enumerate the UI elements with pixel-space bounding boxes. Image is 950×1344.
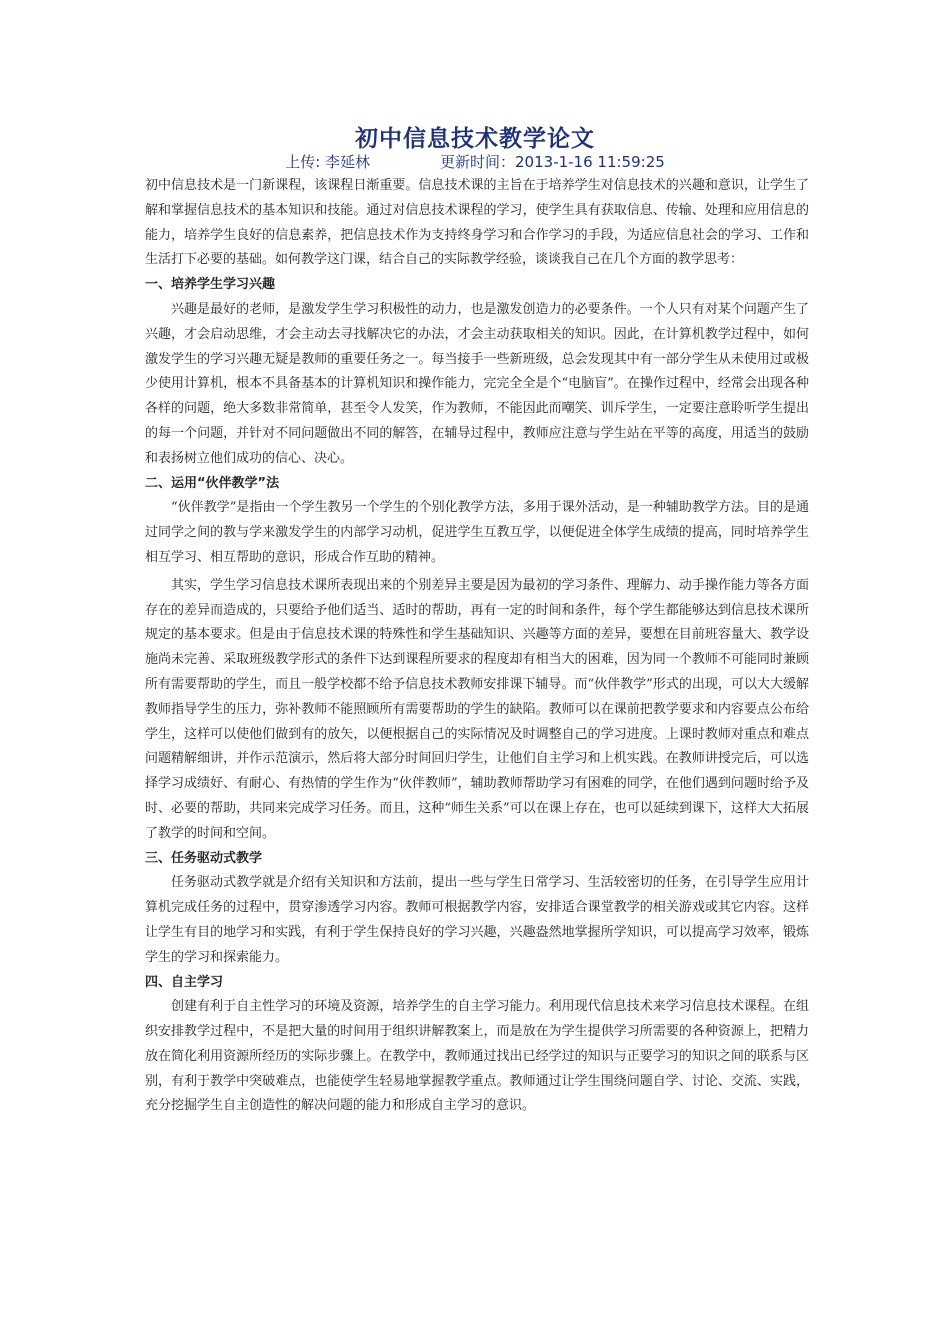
section-heading-1: 一、培养学生学习兴趣	[145, 277, 276, 293]
section-heading-2: 二、运用“伙伴教学”法	[145, 475, 280, 491]
section-2-paragraph-1: “伙伴教学”是指由一个学生教另一个学生的个别化教学方法，多用于课外活动，是一种辅助教学方法。目的是通过同学之间的教与学来激发学生的内部学习动机，促进学生互教互学，以便促进全体学生成绩的提高，同时培养学生相互学习、相互帮助的意识，形成合作互助的精神。	[145, 500, 809, 565]
section-2-paragraph-2: 其实，学生学习信息技术课所表现出来的个别差异主要是因为最初的学习条件、理解力、动手操作能力等各方面存在的差异而造成的，只要给予他们适当、适时的帮助，再有一定的时间和条件，每个学生都能够达到信息技术课所规定的基本要求。但是由于信息技术课的特殊性和学生基础知识、兴趣等方面的差异，要想在目前班容量大、教学设施尚未完善、采取班级教学形式的条件下达到课程所要求的程度却有相当大的困难，因为同一个教师不可能同时兼顾所有需要帮助的学生，而且一般学校都不给予信息技术教师安排课下辅导。而“伙伴教学”形式的出现，可以大大缓解教师指导学生的压力，弥补教师不能照顾所有需要帮助的学生的缺陷。教师可以在课前把教学要求和内容要点公布给学生，这样可以使他们做到有的放矢，以便根据自己的实际情况及时调整自己的学习进度。上课时教师对重点和难点问题精解细讲，并作示范演示，然后将大部分时间回归学生，让他们自主学习和上机实践。在教师讲授完后，可以选择学习成绩好、有耐心、有热情的学生作为“伙伴教师”，辅助教师帮助学习有困难的同学，在他们遇到问题时给予及时、必要的帮助，共同来完成学习任务。而且，这种“师生关系”可以在课上存在，也可以延续到课下，这样大大拓展了教学的时间和空间。	[145, 577, 809, 841]
section-3-paragraph-1: 任务驱动式教学就是介绍有关知识和方法前，提出一些与学生日常学习、生活较密切的任务，在引导学生应用计算机完成任务的过程中，贯穿渗透学习内容。教师可根据教学内容，安排适合课堂教学的相关游戏或其它内容。这样让学生有目的地学习和实践，有利于学生保持良好的学习兴趣，兴趣盎然地掌握所学知识，可以提高学习效率，锻炼学生的学习和探索能力。	[145, 875, 809, 965]
article-body	[145, 174, 809, 1119]
section-4-paragraph-1: 创建有利于自主性学习的环境及资源，培养学生的自主学习能力。利用现代信息技术来学习信息技术课程。在组织安排教学过程中，不是把大量的时间用于组织讲解教案上，而是放在为学生提供学习所需要的各种资源上，把精力放在简化利用资源所经历的实际步骤上。在教学中，教师通过找出已经学过的知识与正要学习的知识之间的联系与区别，有利于教学中突破难点，也能使学生轻易地掌握教学重点。教师通过让学生围绕问题自学、讨论、交流、实践，充分挖掘学生自主创造性的解决问题的能力和形成自主学习的意识。	[145, 999, 809, 1114]
page-title: 初中信息技术教学论文	[355, 126, 595, 152]
update-time: 更新时间：2013-1-16 11:59:25	[440, 153, 665, 171]
section-heading-4: 四、自主学习	[145, 974, 224, 990]
section-heading-3: 三、任务驱动式教学	[145, 850, 263, 866]
section-1-paragraph-1: 兴趣是最好的老师，是激发学生学习积极性的动力，也是激发创造力的必要条件。一个人只有对某个问题产生了兴趣，才会启动思维，才会主动去寻找解决它的办法，才会主动获取相关的知识。因此，在计算机教学过程中，如何激发学生的学习兴趣无疑是教师的重要任务之一。每当接手一些新班级，总会发现其中有一部分学生从未使用过或极少使用计算机，根本不具备基本的计算机知识和操作能力，完完全全是个“电脑盲”。在操作过程中，经常会出现各种各样的问题，绝大多数非常简单，甚至令人发笑，作为教师，不能因此而嘲笑、训斥学生，一定要注意聆听学生提出的每一个问题，并针对不同问题做出不同的解答，在辅导过程中，教师应注意与学生站在平等的高度，用适当的鼓励和表扬树立他们成功的信心、决心。	[145, 301, 809, 466]
article-meta	[0, 151, 950, 172]
uploader-label: 上传: 李延林	[285, 153, 371, 171]
intro-paragraph: 初中信息技术是一门新课程，该课程日渐重要。信息技术课的主旨在于培养学生对信息技术的兴趣和意识，让学生了解和掌握信息技术的基本知识和技能。通过对信息技术课程的学习，使学生具有获取信息、传输、处理和应用信息的能力，培养学生良好的信息素养，把信息技术作为支持终身学习和合作学习的手段，为适应信息社会的学习、工作和生活打下必要的基础。如何教学这门课，结合自己的实际教学经验，谈谈我自己在几个方面的教学思考：	[145, 178, 809, 268]
